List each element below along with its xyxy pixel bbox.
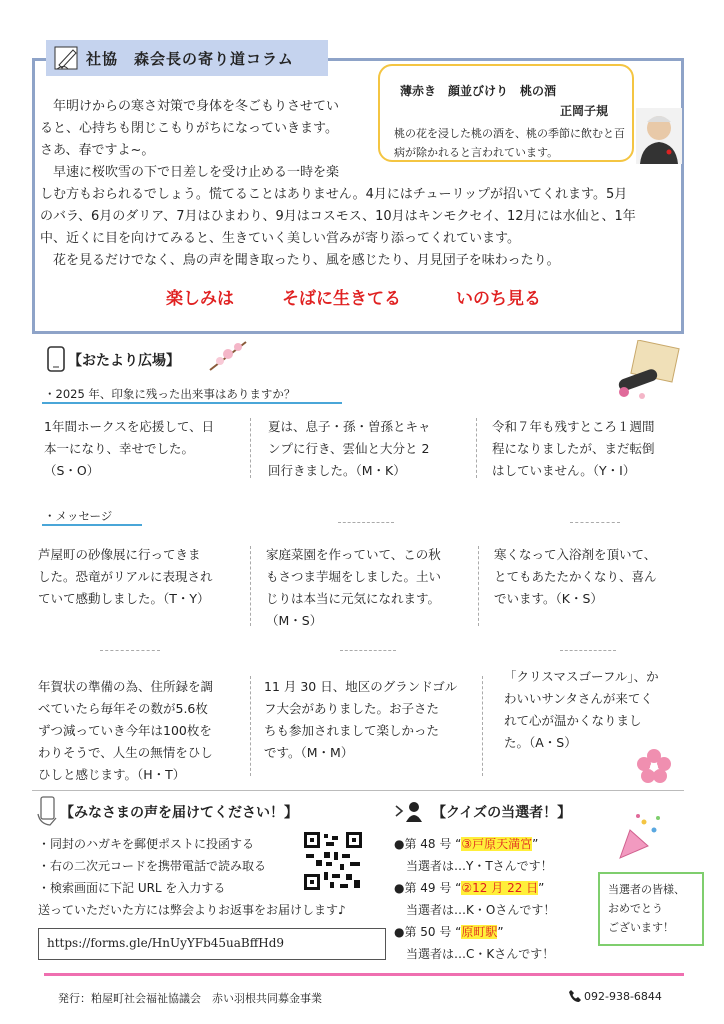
column-para-3: 花を見るだけでなく、鳥の声を聞き取ったり、風を感じたり、月見団子を味わったり。 [40,253,560,268]
q-answer-3: 令和７年も残すところ１週間 程になりましたが、まだ転倒 はしていません。（Y・I） [492,419,655,478]
column-divider [250,418,251,478]
quiz-answer: ③戸原天満宮 [461,837,533,851]
haiku-author: 正岡子規 [560,104,609,118]
q-answer-2: 夏は、息子・孫・曽孫とキャ ンプに行き、雲仙と大分と 2 回行きました。（M・K） [268,419,431,478]
column-divider [478,546,479,626]
message-label-underline [42,524,142,526]
row-divider [560,650,616,651]
message-6: 「クリスマスゴーフル」、か わいいサンタさんが来てく れて心が温かくなりまし た。（A・S） [504,669,659,750]
haiku-text: 薄赤き 顔並びけり 桃の酒 [400,84,557,98]
quiz-entry-48: ●第 48 号 “③戸原天満宮” [394,837,539,851]
message-1: 芦屋町の砂像展に行ってきま した。恐竜がリアルに表現され ていて感動しました。（T・Y） [38,547,213,606]
question-label: ・2025 年、印象に残った出来事はありますか？ [44,387,296,401]
column-divider [250,546,251,626]
section-divider [32,790,684,791]
hand-phone-icon [36,796,60,826]
smartphone-icon [46,346,66,372]
column-para-1c: さあ、春ですよ~。 [40,143,155,158]
column-para-1a: 年明けからの寒さ対策で身体を冬ごもりさせてい [40,99,340,114]
haiku-note: 桃の花を浸した桃の酒を、桃の季節に飲むと百病が除かれると言われています。 [394,127,625,159]
quiz-title: 【クイズの当選者！】 [432,805,572,821]
graduation-scroll-icon [610,340,686,404]
row-divider [338,522,394,523]
plaza-title: 【おたより広場】 [68,353,180,369]
voice-item-2: ・右の二次元コードを携帯電話で読み取る [38,859,267,873]
cherry-blossom-branch-icon [208,338,250,372]
qr-code[interactable] [302,830,364,892]
row-divider [570,522,620,523]
column-para-2d: 中、近くに目を向けてみると、生きていく美しい営みが寄り添ってくれています。 [40,231,520,246]
person-icon [394,800,430,822]
pen-icon [54,44,80,72]
column-para-2c: のバラ、6月のダリア、7月はひまわり、9月はコスモス、10月はキンモクセイ、12月には水仙と、1年 [40,209,636,224]
message-2: 家庭菜園を作っていて、この秋 もさつま芋堀をしました。土い じりは本当に元気になれます。 （M・S） [266,547,442,628]
quiz-entry-49: ●第 49 号 “②12 月 22 日” [394,881,545,895]
congrats-box: 当選者の皆様、 おめでとう ございます！ [598,872,704,946]
cherry-blossom-icon [636,748,672,784]
quiz-answer: 原町駅 [461,925,498,939]
survey-url[interactable]: https://forms.gle/HnUyYFb45uaBffHd9 [38,928,386,960]
quiz-answer: ②12 月 22 日 [461,881,539,895]
column-title: 社協 森会長の寄り道コラム [86,50,294,68]
message-label: ・メッセージ [44,509,113,523]
footer-phone: 092-938-6844 [584,990,662,1003]
message-3: 寒くなって入浴剤を頂いて、 とてもあたたかくなり、喜ん でいます。（K・S） [494,547,657,606]
message-5: 11 月 30 日、地区のグランドゴル フ大会がありました。お子さた ちも参加されまして楽しかった です。（M・M） [264,679,458,760]
message-4: 年賀状の準備の為、住所録を調 べていたら毎年その数が5.6枚 ずつ減っていき今年は100枚を わりそうで、人生の無情をひし ひしと感じます。（H・T） [38,679,214,782]
voice-item-1: ・同封のハガキを郵便ポストに投函する [38,837,255,851]
voice-note: 送っていただいた方には弊会よりお返事をお届けします♪ [38,903,346,917]
slogan-part-3: いのち見る [456,289,541,309]
quiz-winner-50: 当選者は…C・Kさんです！ [394,947,555,961]
column-divider [482,676,483,776]
slogan-part-1: 楽しみは [166,289,234,309]
quiz-winner-49: 当選者は…K・Oさんです！ [394,903,556,917]
phone-icon [568,988,582,1002]
voice-item-3: ・検索画面に下記 URL を入力する [38,881,226,895]
row-divider [100,650,160,651]
column-para-2a: 早速に桜吹雪の下で日差しを受け止める一時を楽 [40,165,340,180]
column-divider [476,418,477,478]
footer-publisher: 発行：粕屋町社会福祉協議会 赤い羽根共同募金事業 [58,992,322,1005]
quiz-entry-50: ●第 50 号 “原町駅” [394,925,504,939]
author-portrait [636,108,682,164]
slogan-part-2: そばに生きてる [282,289,401,309]
voice-title: 【みなさまの声を届けてください！】 [60,805,298,821]
q-answer-1: 1年間ホークスを応援して、日 本一になり、幸せでした。 （S・O） [44,419,215,478]
row-divider [340,650,396,651]
party-popper-icon [614,812,664,862]
column-para-1b: ると、心持ちも閉じこもりがちになっていきます。 [40,121,338,136]
column-divider [250,676,251,776]
quiz-winner-48: 当選者は…Y・Tさんです！ [394,859,553,873]
footer-divider [44,973,684,976]
question-label-underline [42,402,342,404]
column-para-2b: しむ方もおられるでしょう。慌てることはありません。4月にはチューリップが招いてくれます。5月 [40,187,628,202]
